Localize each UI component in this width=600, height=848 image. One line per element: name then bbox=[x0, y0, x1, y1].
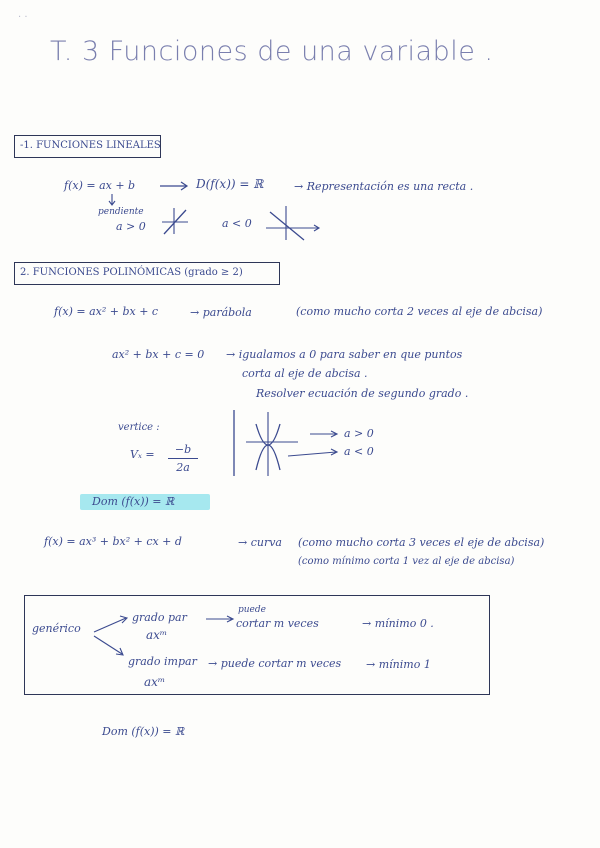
cubic-formula: f(x) = ax³ + bx² + cx + d bbox=[44, 535, 182, 548]
section2-heading: 2. FUNCIONES POLINÓMICAS (grado ≥ 2) bbox=[20, 267, 243, 278]
corner-dots: . . bbox=[18, 9, 28, 20]
quadratic-note: (como mucho corta 2 veces al eje de abcisa) bbox=[296, 305, 543, 318]
arrow-icon bbox=[206, 614, 236, 624]
even-minimum: → mínimo 0 . bbox=[362, 617, 434, 630]
even-grade: grado par bbox=[132, 611, 187, 624]
cubic-type: → curva bbox=[238, 536, 282, 549]
parabola-positive: a > 0 bbox=[344, 427, 374, 440]
linear-domain: D(f(x)) = ℝ bbox=[196, 177, 264, 191]
quadratic-type: → parábola bbox=[190, 306, 252, 319]
down-arrow-icon bbox=[108, 194, 118, 206]
slope-label: pendiente bbox=[98, 207, 144, 217]
vertex-lhs: Vₓ = bbox=[130, 448, 155, 461]
quadratic-formula: f(x) = ax² + bx + c bbox=[54, 305, 159, 318]
equation-note-2: corta al eje de abcisa . bbox=[242, 367, 368, 380]
domain-generic: Dom (f(x)) = ℝ bbox=[102, 725, 185, 738]
odd-minimum: → mínimo 1 bbox=[366, 658, 431, 671]
decreasing-line-icon bbox=[264, 206, 324, 242]
parabola-sketch-icon bbox=[232, 410, 342, 478]
arrow-icon bbox=[160, 180, 190, 192]
section1-heading: -1. FUNCIONES LINEALES bbox=[20, 140, 161, 151]
linear-formula: f(x) = ax + b bbox=[64, 179, 136, 192]
slope-positive: a > 0 bbox=[116, 220, 146, 233]
vertex-fraction bbox=[168, 443, 198, 474]
domain-polynomial: Dom (f(x)) = ℝ bbox=[92, 495, 175, 508]
odd-cut: → puede cortar m veces bbox=[208, 657, 342, 670]
parabola-negative: a < 0 bbox=[344, 445, 374, 458]
branch-arrows-icon bbox=[92, 614, 132, 658]
even-cut: cortar m veces bbox=[236, 617, 319, 630]
odd-power: axᵐ bbox=[144, 675, 166, 689]
even-can: puede bbox=[238, 605, 266, 615]
linear-description: → Representación es una recta . bbox=[294, 180, 474, 193]
quadratic-equation: ax² + bx + c = 0 bbox=[112, 348, 205, 361]
odd-grade: grado impar bbox=[128, 655, 197, 668]
vertex-denominator: 2a bbox=[176, 461, 190, 474]
equation-note-3: Resolver ecuación de segundo grado . bbox=[256, 387, 469, 400]
cubic-note-1: (como mucho corta 3 veces el eje de abcisa) bbox=[298, 536, 545, 549]
vertex-label: vertice : bbox=[118, 422, 160, 433]
page-title: T. 3 Funciones de una variable . bbox=[50, 36, 494, 67]
equation-note-1: → igualamos a 0 para saber en que puntos bbox=[226, 348, 463, 361]
cubic-note-2: (como mínimo corta 1 vez al eje de abcisa) bbox=[298, 556, 515, 567]
vertex-numerator: −b bbox=[174, 443, 192, 456]
generic-label: genérico bbox=[32, 622, 81, 635]
slope-negative: a < 0 bbox=[222, 217, 252, 230]
even-power: axᵐ bbox=[146, 628, 168, 642]
increasing-line-icon bbox=[160, 206, 190, 236]
